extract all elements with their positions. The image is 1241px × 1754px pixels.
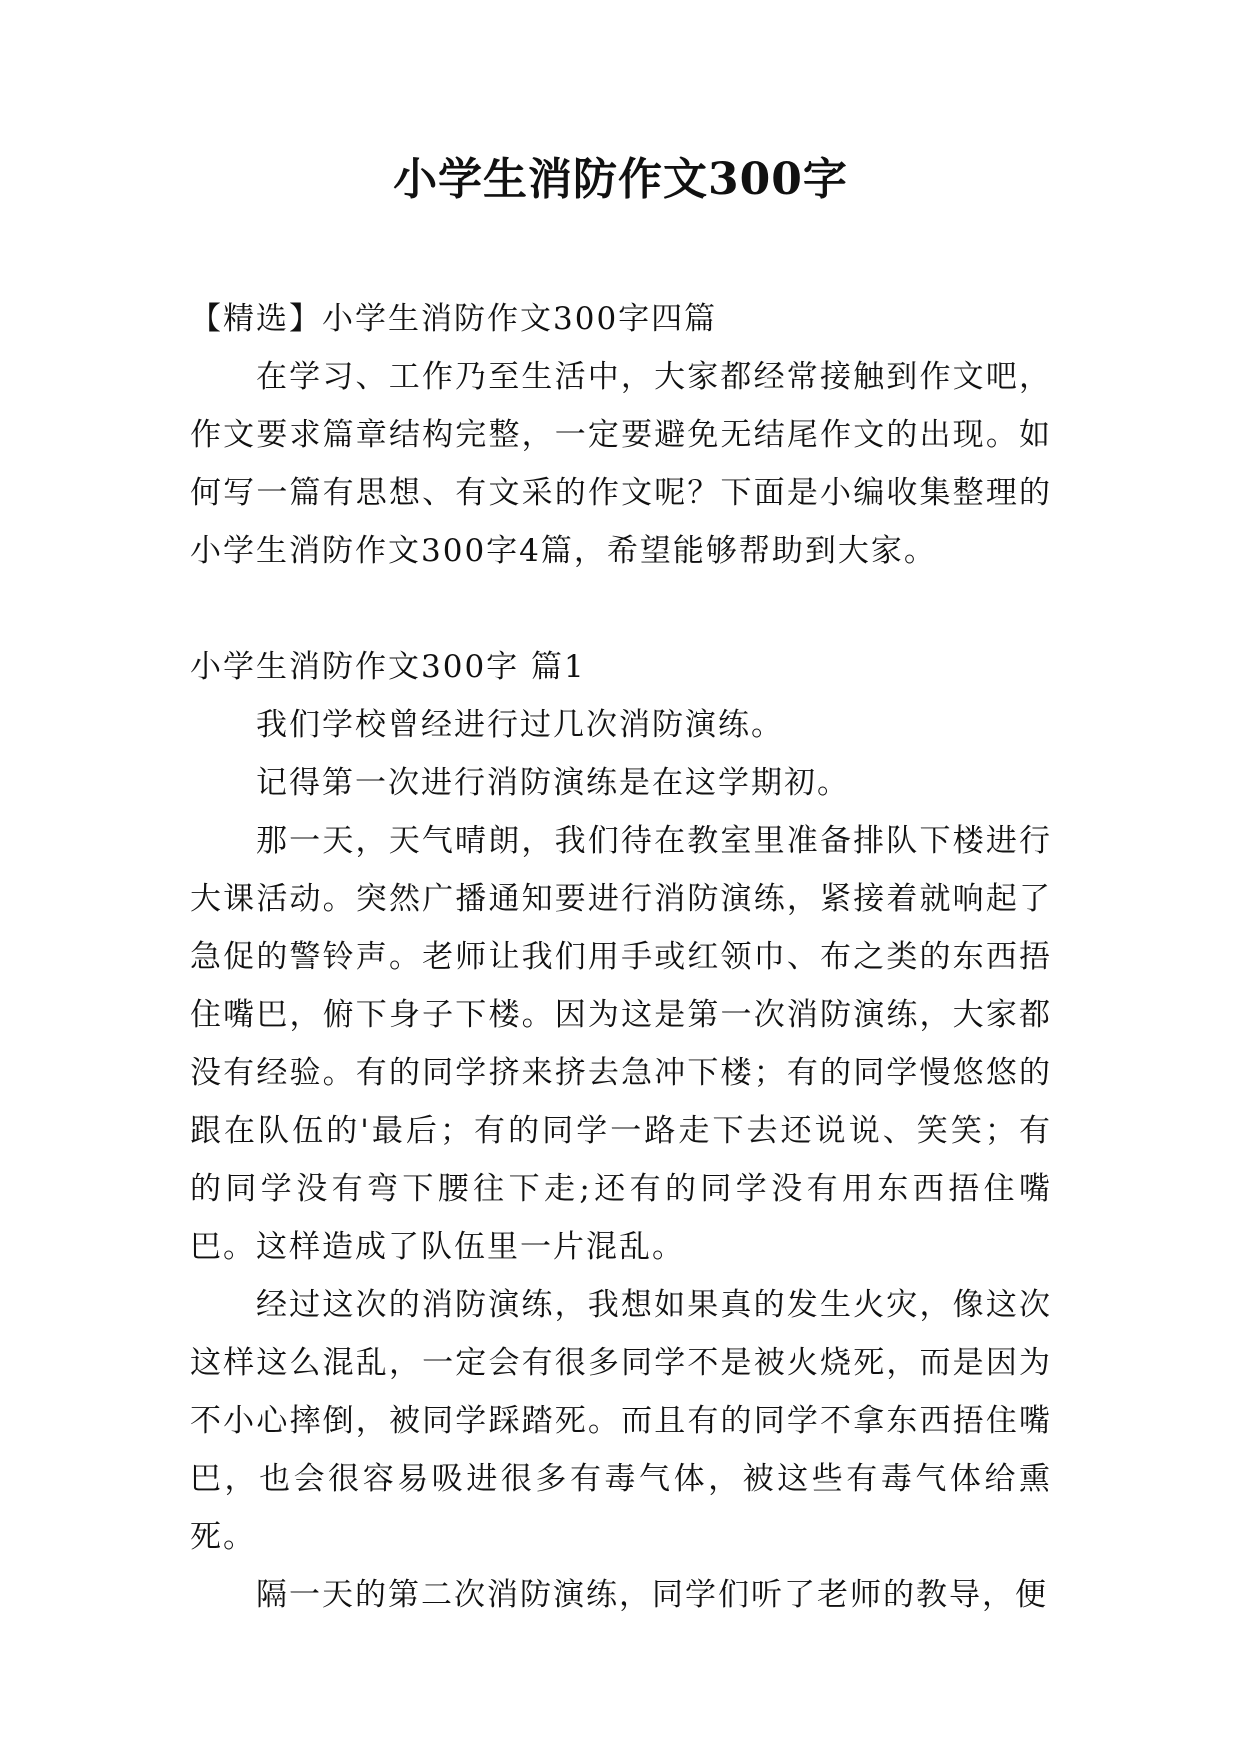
body-paragraph: 隔一天的第二次消防演练，同学们听了老师的教导，便 — [256, 1577, 1048, 1613]
document-body — [190, 290, 1052, 1624]
body-paragraph: 记得第一次进行消防演练是在这学期初。 — [256, 765, 850, 801]
intro-paragraph: 在学习、工作乃至生活中，大家都经常接触到作文吧，作文要求篇章结构完整，一定要避免无结尾作文的出现。如何写一篇有思想、有文采的作文呢？下面是小编收集整理的小学生消防作文300字4篇，希望能够帮助到大家。 — [190, 359, 1052, 569]
body-paragraph: 我们学校曾经进行过几次消防演练。 — [256, 707, 784, 743]
section-spacer — [190, 580, 1052, 638]
section-title: 小学生消防作文300字 篇1 — [190, 649, 586, 685]
body-paragraph: 经过这次的消防演练，我想如果真的发生火灾，像这次这样这么混乱，一定会有很多同学不是被火烧死，而是因为不小心摔倒，被同学踩踏死。而且有的同学不拿东西捂住嘴巴，也会很容易吸进很多有毒气体，被这些有毒气体给熏死。 — [190, 1287, 1052, 1555]
document-title: 小学生消防作文300字 — [393, 154, 848, 205]
body-paragraph: 那一天，天气晴朗，我们待在教室里准备排队下楼进行大课活动。突然广播通知要进行消防演练，紧接着就响起了急促的警铃声。老师让我们用手或红领巾、布之类的东西捂住嘴巴，俯下身子下楼。因为这是第一次消防演练，大家都没有经验。有的同学挤来挤去急冲下楼；有的同学慢悠悠的跟在队伍的'最后；有的同学一路走下去还说说、笑笑；有的同学没有弯下腰往下走;还有的同学没有用东西捂住嘴巴。这样造成了队伍里一片混乱。 — [190, 823, 1052, 1265]
document-heading: 【精选】小学生消防作文300字四篇 — [190, 301, 718, 337]
